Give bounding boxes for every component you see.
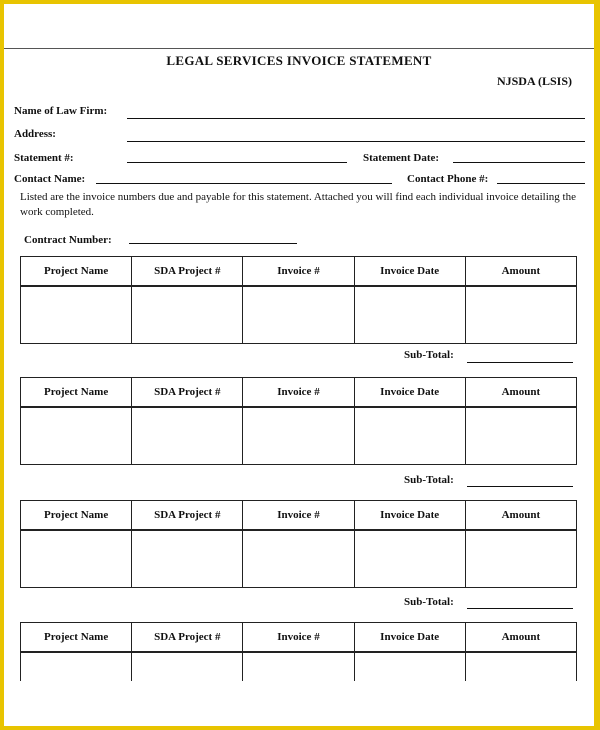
col-invoice-date: Invoice Date bbox=[354, 257, 465, 287]
contact-phone-field[interactable] bbox=[497, 183, 585, 184]
top-rule bbox=[4, 48, 594, 49]
subtotal-label-3: Sub-Total: bbox=[404, 596, 454, 608]
cell-invoice-number[interactable] bbox=[243, 407, 354, 465]
col-invoice-date: Invoice Date bbox=[354, 623, 465, 653]
contact-phone-label: Contact Phone #: bbox=[407, 173, 489, 185]
col-amount: Amount bbox=[465, 257, 576, 287]
cell-sda-project[interactable] bbox=[132, 407, 243, 465]
address-label: Address: bbox=[14, 128, 56, 140]
table-row bbox=[21, 286, 577, 344]
col-project-name: Project Name bbox=[21, 257, 132, 287]
col-invoice-number: Invoice # bbox=[243, 378, 354, 408]
cell-invoice-date[interactable] bbox=[354, 530, 465, 588]
invoice-table-2 bbox=[20, 377, 577, 465]
col-project-name: Project Name bbox=[21, 501, 132, 531]
col-amount: Amount bbox=[465, 501, 576, 531]
law-firm-field[interactable] bbox=[127, 118, 585, 119]
cell-invoice-number[interactable] bbox=[243, 530, 354, 588]
cell-invoice-date[interactable] bbox=[354, 286, 465, 344]
cell-amount[interactable] bbox=[465, 407, 576, 465]
contact-name-label: Contact Name: bbox=[14, 173, 86, 185]
cell-invoice-number[interactable] bbox=[243, 286, 354, 344]
cell-sda-project[interactable] bbox=[132, 530, 243, 588]
contract-number-field[interactable] bbox=[129, 243, 297, 244]
subtotal-field-2[interactable] bbox=[467, 486, 573, 487]
col-project-name: Project Name bbox=[21, 378, 132, 408]
col-sda-project: SDA Project # bbox=[132, 257, 243, 287]
invoice-form-page bbox=[4, 4, 594, 681]
invoice-table-3 bbox=[20, 500, 577, 588]
col-invoice-number: Invoice # bbox=[243, 501, 354, 531]
law-firm-label: Name of Law Firm: bbox=[14, 105, 108, 117]
contact-name-field[interactable] bbox=[96, 183, 392, 184]
col-sda-project: SDA Project # bbox=[132, 623, 243, 653]
statement-number-field[interactable] bbox=[127, 162, 347, 163]
col-invoice-number: Invoice # bbox=[243, 257, 354, 287]
col-invoice-date: Invoice Date bbox=[354, 501, 465, 531]
invoice-table-1 bbox=[20, 256, 577, 344]
document-title: LEGAL SERVICES INVOICE STATEMENT bbox=[166, 53, 432, 68]
col-amount: Amount bbox=[465, 623, 576, 653]
contract-number-label: Contract Number: bbox=[24, 234, 112, 246]
col-sda-project: SDA Project # bbox=[132, 378, 243, 408]
address-field[interactable] bbox=[127, 141, 585, 142]
cell-project-name[interactable] bbox=[21, 286, 132, 344]
col-invoice-date: Invoice Date bbox=[354, 378, 465, 408]
agency-code: NJSDA (LSIS) bbox=[496, 74, 572, 88]
subtotal-field-3[interactable] bbox=[467, 608, 573, 609]
col-project-name: Project Name bbox=[21, 623, 132, 653]
cell-project-name[interactable] bbox=[21, 530, 132, 588]
table-row bbox=[21, 407, 577, 465]
cell-invoice-date[interactable] bbox=[354, 407, 465, 465]
statement-date-field[interactable] bbox=[453, 162, 585, 163]
col-sda-project: SDA Project # bbox=[132, 501, 243, 531]
table-row bbox=[21, 530, 577, 588]
cell-amount[interactable] bbox=[465, 530, 576, 588]
col-amount: Amount bbox=[465, 378, 576, 408]
cell-amount[interactable] bbox=[465, 286, 576, 344]
statement-date-label: Statement Date: bbox=[363, 152, 440, 164]
page-bottom-strip bbox=[4, 681, 594, 726]
instructions-text: Listed are the invoice numbers due and payable for this statement. Attached you will find each individual invoice detailing the work completed. bbox=[20, 191, 576, 218]
subtotal-field-1[interactable] bbox=[467, 362, 573, 363]
cell-sda-project[interactable] bbox=[132, 286, 243, 344]
cell-project-name[interactable] bbox=[21, 407, 132, 465]
subtotal-label-1: Sub-Total: bbox=[404, 349, 454, 361]
subtotal-label-2: Sub-Total: bbox=[404, 474, 454, 486]
statement-number-label: Statement #: bbox=[14, 152, 74, 164]
col-invoice-number: Invoice # bbox=[243, 623, 354, 653]
